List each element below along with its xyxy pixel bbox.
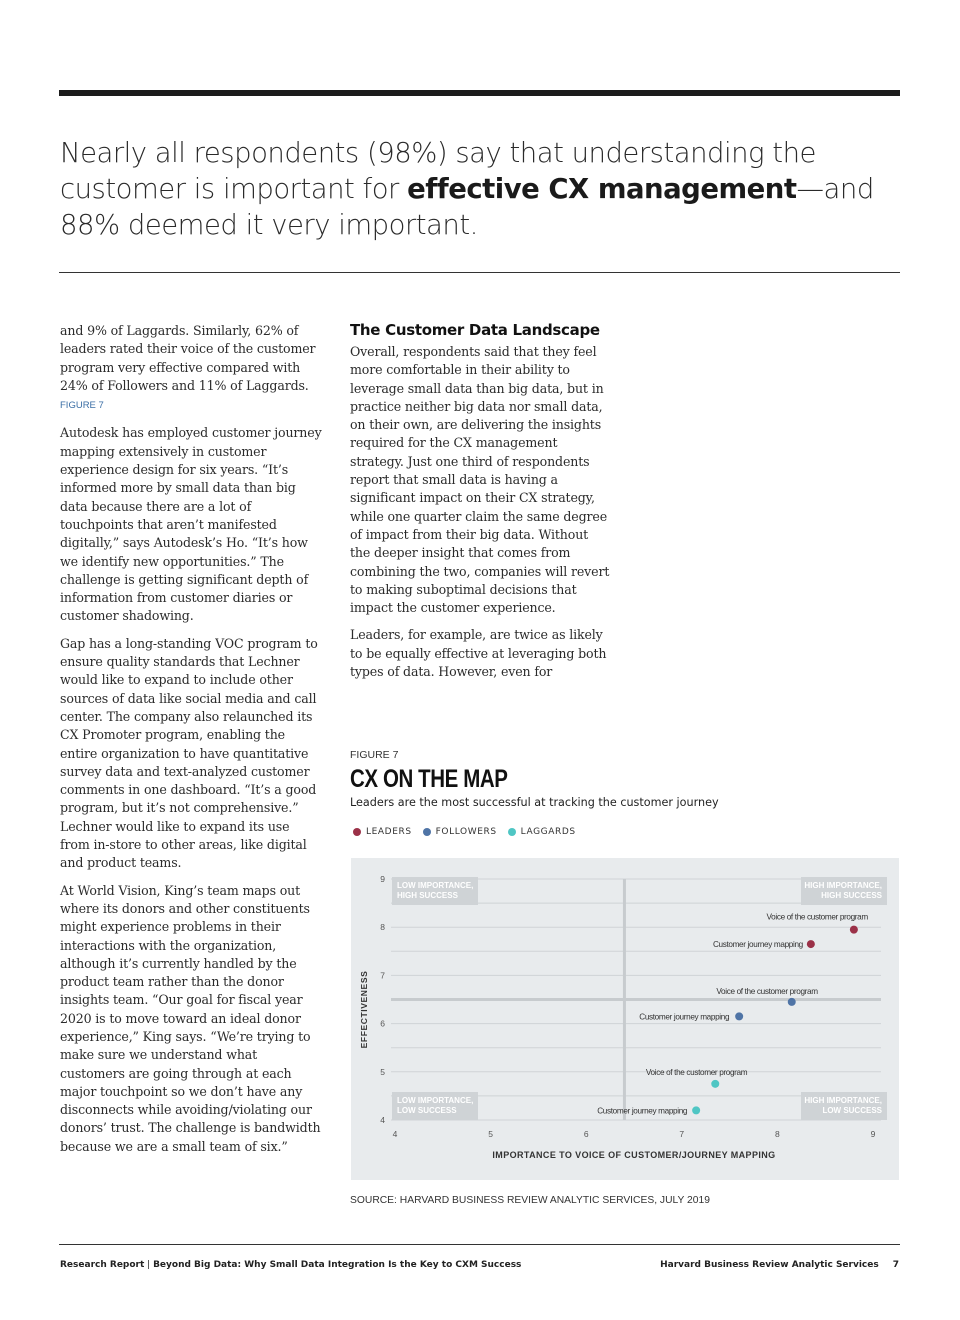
section-heading: The Customer Data Landscape <box>350 321 600 339</box>
data-point-laggards <box>711 1080 719 1088</box>
footer-report-title: Research Report | Beyond Big Data: Why Small Data Integration Is the Key to CXM Success <box>60 1260 522 1270</box>
text-column-right <box>350 320 612 690</box>
data-point-label: Voice of the customer program <box>766 912 868 922</box>
y-tick-label: 6 <box>380 1018 385 1029</box>
figure-title: CX ON THE MAP <box>350 765 508 793</box>
figure-label: FIGURE 7 <box>350 749 399 761</box>
y-tick-label: 5 <box>380 1066 385 1077</box>
footer-publisher: Harvard Business Review Analytic Services <box>660 1260 879 1270</box>
legend-item-leaders: LEADERS <box>353 827 412 837</box>
y-tick-label: 4 <box>380 1115 385 1125</box>
page-number: 7 <box>892 1260 899 1270</box>
x-tick-label: 9 <box>870 1129 876 1139</box>
laggards-dot-icon <box>508 828 516 836</box>
quadrant-label: LOW SUCCESS <box>822 1106 882 1115</box>
data-point-laggards <box>692 1106 700 1114</box>
data-point-label: Voice of the customer program <box>645 1067 748 1077</box>
data-point-label: Customer journey mapping <box>597 1106 688 1116</box>
legend-item-followers: FOLLOWERS <box>423 827 497 837</box>
y-axis-label: EFFECTIVENESS <box>359 970 369 1049</box>
data-point-label: Customer journey mapping <box>712 940 803 950</box>
section-divider <box>59 272 900 273</box>
x-tick-label: 4 <box>392 1129 398 1139</box>
paragraph: Autodesk has employed customer journey mapping extensively in customer experience design for six years. “It’s informed more by small data than big data because there are a lot of touchpoints that aren’t manifested digitally,” says Autodesk’s Ho. “It’s how we identify new opportunities.” The challenge is getting significant depth of information from customer diaries or customer shadowing. <box>60 425 322 624</box>
y-tick-label: 7 <box>380 970 385 981</box>
quadrant-label: LOW SUCCESS <box>397 1106 457 1115</box>
quadrant-label: HIGH SUCCESS <box>821 891 882 900</box>
footer-right <box>660 1260 899 1270</box>
data-point-label: Customer journey mapping <box>639 1012 730 1022</box>
x-tick-label: 8 <box>775 1129 780 1139</box>
legend-item-laggards: LAGGARDS <box>508 827 576 837</box>
pull-quote-emphasis: effective CX management <box>407 173 797 205</box>
scatter-chart <box>351 858 899 1180</box>
quadrant-label: HIGH SUCCESS <box>397 891 458 900</box>
chart-canvas <box>351 858 899 1180</box>
y-tick-label: 9 <box>380 874 385 884</box>
figure-subtitle: Leaders are the most successful at tracking the customer journey <box>350 796 719 809</box>
text-column-left <box>60 322 322 1165</box>
data-point-leaders <box>850 926 858 934</box>
data-point-leaders <box>807 940 815 948</box>
quadrant-label: LOW IMPORTANCE, <box>397 1096 474 1105</box>
paragraph: Gap has a long-standing VOC program to ensure quality standards that Lechner would like to expand to include other sources of data like social media and call center. The company also relaunched its CX Promoter program, enabling the entire organization to have quantitative survey data and text-analyzed customer comments in one dashboard. “It’s a good program, but it’s not comprehensive.” Lechner would like to expand its use from in-store to other areas, like digital and product teams. <box>60 635 318 871</box>
data-point-label: Voice of the customer program <box>716 986 818 996</box>
data-point-followers <box>788 998 796 1006</box>
footer-rule <box>59 1244 900 1245</box>
paragraph: and 9% of Laggards. Similarly, 62% of leaders rated their voice of the customer program very effective compared with 24% of Followers and 11% of Laggards. FIGURE 7 <box>60 323 316 412</box>
data-point-followers <box>735 1012 743 1020</box>
x-tick-label: 5 <box>488 1129 493 1139</box>
figure-source: SOURCE: HARVARD BUSINESS REVIEW ANALYTIC SERVICES, JULY 2019 <box>350 1195 710 1206</box>
x-axis-label: IMPORTANCE TO VOICE OF CUSTOMER/JOURNEY MAPPING <box>492 1150 776 1160</box>
chart-legend <box>353 827 576 837</box>
leaders-dot-icon <box>353 828 361 836</box>
figure-reference-link[interactable]: FIGURE 7 <box>60 400 104 412</box>
paragraph: At World Vision, King’s team maps out where its donors and other constituents might experience problems in their interactions with the organization, although it’s currently handled by the product team rather than the donor insights team. “Our goal for fiscal year 2020 is to move toward an ideal donor experience,” King says. “We’re trying to make sure we understand what customers are going through at each major touchpoint so we don’t have any disconnects while avoiding/violating our donors’ trust. The challenge is bandwidth because we are a small team of six.” <box>60 882 321 1154</box>
quadrant-label: HIGH IMPORTANCE, <box>804 1096 882 1105</box>
followers-dot-icon <box>423 828 431 836</box>
paragraph: Overall, respondents said that they feel more comfortable in their ability to leverage small data than big data, but in practice neither big data nor small data, on their own, are delivering the insights required for the CX management strategy. Just one third of respondents report that small data is having a significant impact on their CX strategy, while one quarter claim the same degree of impact from their big data. Without the deeper insight that comes from combining the two, companies will revert to making suboptimal decisions that impact the customer experience. <box>350 344 610 616</box>
x-tick-label: 6 <box>583 1129 589 1139</box>
paragraph: Leaders, for example, are twice as likely to be equally effective at leveraging both types of data. However, even for <box>350 627 607 680</box>
x-tick-label: 7 <box>679 1129 685 1139</box>
pull-quote: Nearly all respondents (98%) say that understanding the customer is important for effective CX management—and 88% deemed it very important. <box>60 137 874 241</box>
y-tick-label: 8 <box>380 922 385 933</box>
top-rule <box>59 90 900 96</box>
quadrant-label: LOW IMPORTANCE, <box>397 881 474 890</box>
quadrant-label: HIGH IMPORTANCE, <box>804 881 882 890</box>
